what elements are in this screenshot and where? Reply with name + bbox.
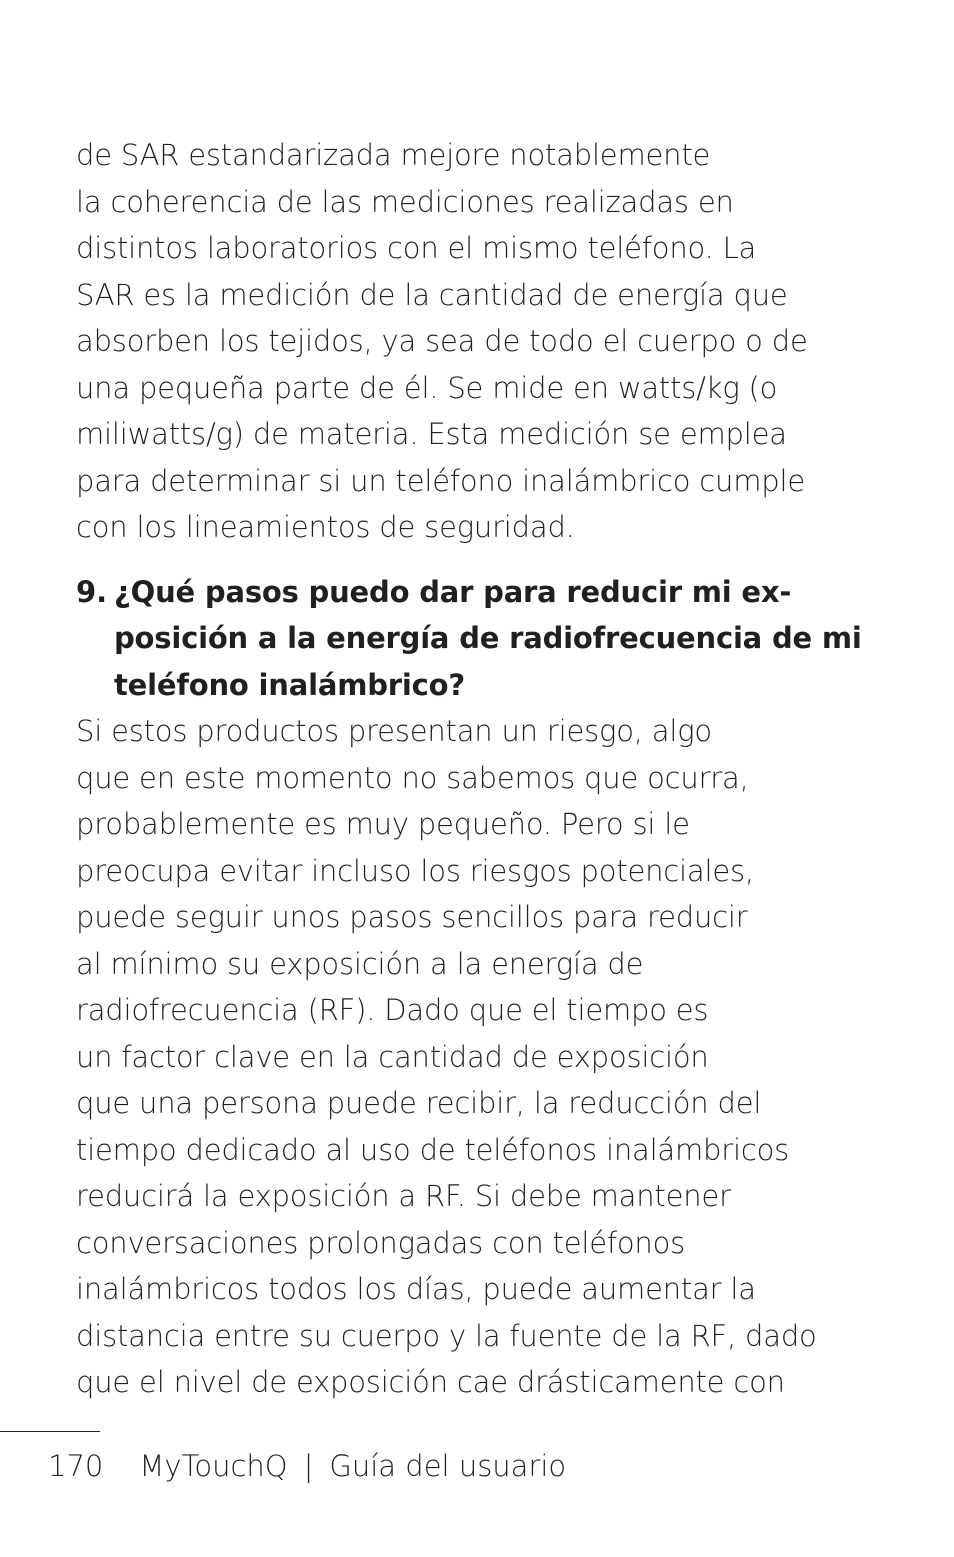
heading-line: posición a la energía de radiofrecuencia de mi [114,621,862,655]
text-line: SAR es la medición de la cantidad de energía que [76,277,788,312]
product-name: MyTouchQ [139,1449,288,1483]
text-line: radiofrecuencia (RF). Dado que el tiempo es [76,993,709,1027]
text-line: la coherencia de las mediciones realizadas en [76,184,734,219]
text-line: una pequeña parte de él. Se mide en watts/kg (o [76,370,778,405]
text-line: para determinar si un teléfono inalámbrico cumple [76,463,805,498]
text-line: de SAR estandarizada mejore notablemente [76,138,711,172]
footer-separator: | [303,1449,314,1483]
heading-line: teléfono inalámbrico? [114,667,465,702]
page-content [76,132,866,1406]
text-line: Si estos productos presentan un riesgo, algo [76,714,712,748]
text-line: distancia entre su cuerpo y la fuente de la RF, dado [76,1318,817,1353]
section-heading-9 [76,569,866,709]
text-line: probablemente es muy pequeño. Pero si le [76,807,690,841]
heading-line: ¿Qué pasos puedo dar para reducir mi ex- [114,574,792,609]
paragraph-sar [76,132,866,551]
text-line: tiempo dedicado al uso de teléfonos inalámbricos [76,1132,790,1167]
text-line: que una persona puede recibir, la reducción del [76,1086,762,1120]
text-line: al mínimo su exposición a la energía de [76,946,644,981]
page-footer [48,1444,566,1488]
text-line: puede seguir unos pasos sencillos para reducir [76,900,748,934]
text-line: un factor clave en la cantidad de exposición [76,1039,709,1074]
text-line: preocupa evitar incluso los riesgos potenciales, [76,853,754,888]
text-line: con los lineamientos de seguridad. [76,510,575,544]
paragraph-answer-9 [76,708,866,1406]
text-line: conversaciones prolongadas con teléfonos [76,1225,686,1260]
heading-number: 9. [76,574,108,609]
text-line: que en este momento no sabemos que ocurra, [76,760,749,795]
guide-title: Guía del usuario [329,1449,567,1483]
text-line: absorben los tejidos, ya sea de todo el cuerpo o de [76,324,808,358]
text-line: inalámbricos todos los días, puede aumentar la [76,1272,756,1306]
footer-divider [0,1431,100,1432]
text-line: reducirá la exposición a RF. Si debe mantener [76,1179,731,1213]
text-line: distintos laboratorios con el mismo teléfono. La [76,231,757,265]
text-line: miliwatts/g) de materia. Esta medición se emplea [76,417,787,451]
page-number: 170 [48,1449,104,1483]
text-line: que el nivel de exposición cae drásticamente con [76,1365,785,1399]
